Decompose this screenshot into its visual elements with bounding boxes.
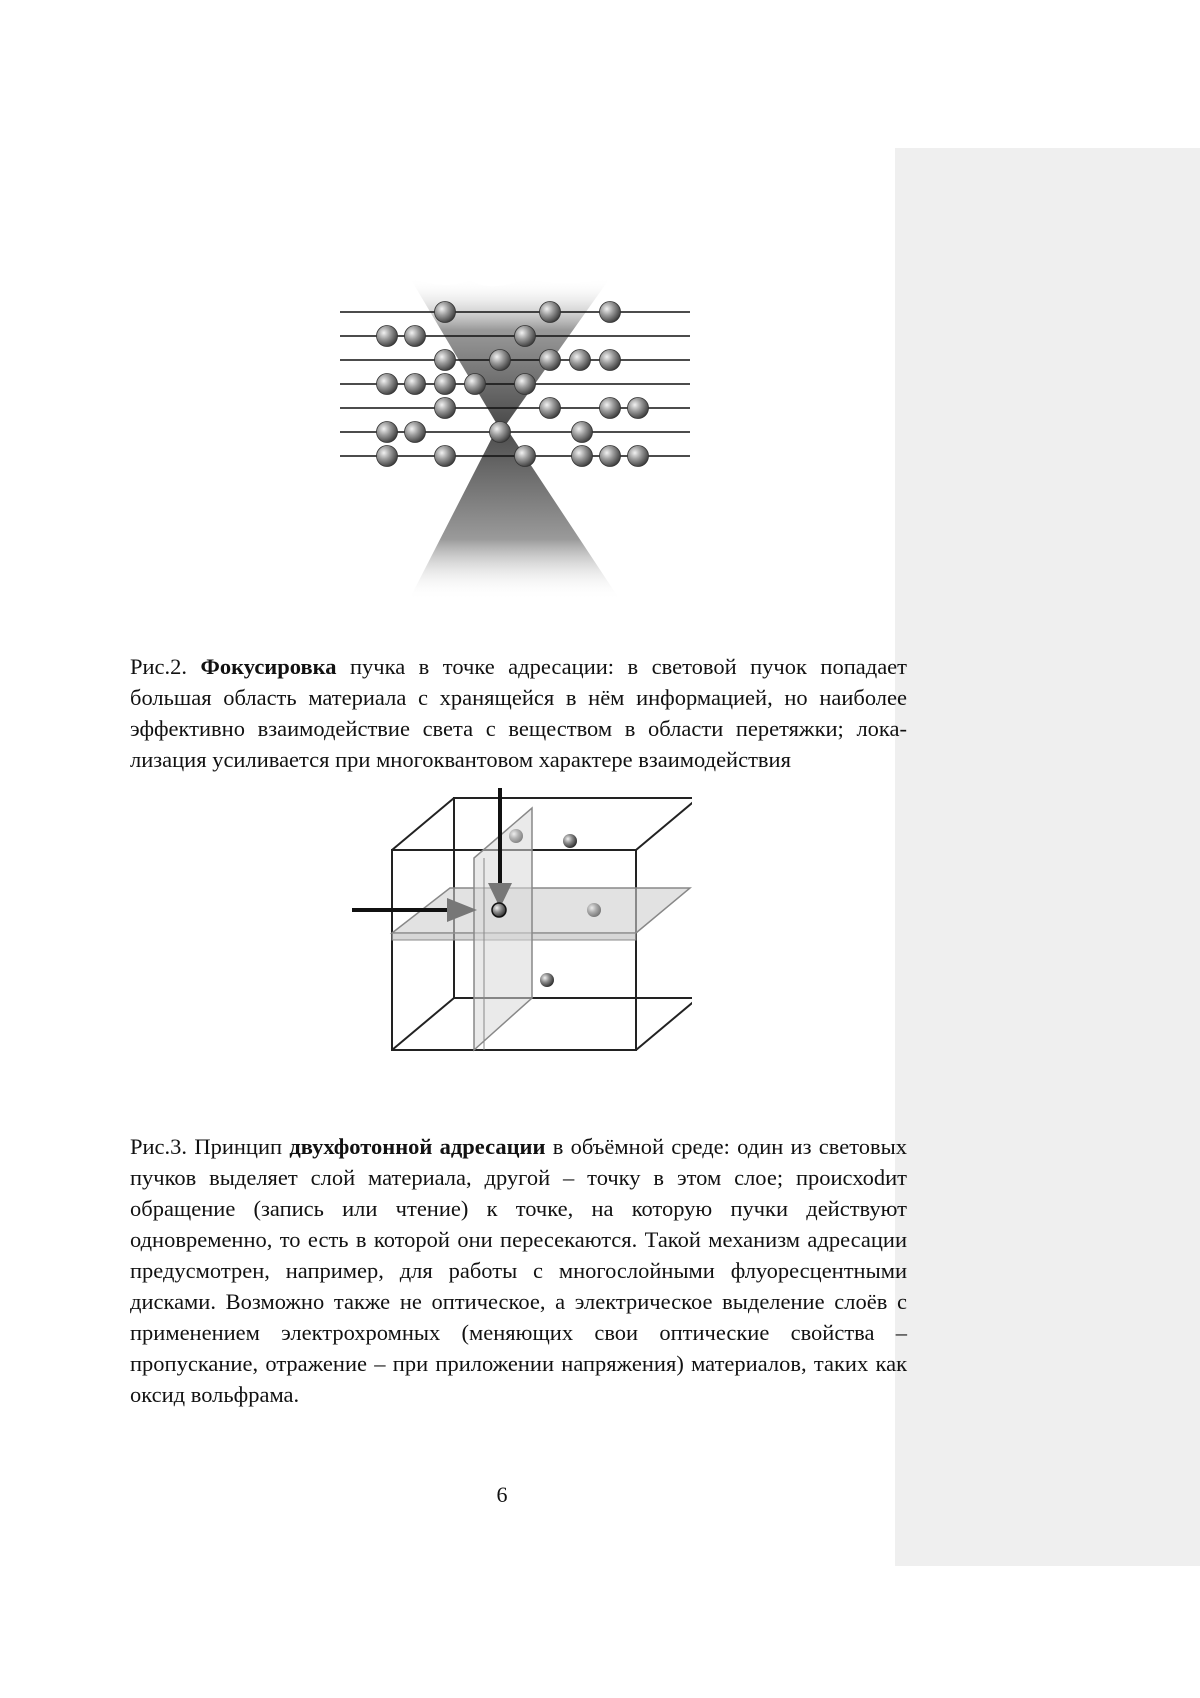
addressed-point <box>492 903 506 917</box>
data-point <box>405 374 426 395</box>
page-number: 6 <box>496 1482 508 1507</box>
data-point <box>600 446 621 467</box>
data-point <box>435 350 456 371</box>
data-point <box>435 446 456 467</box>
data-point <box>540 302 561 323</box>
data-point <box>600 350 621 371</box>
data-point <box>435 374 456 395</box>
vertical-beam-plane <box>474 808 532 1050</box>
data-point <box>563 834 577 848</box>
data-point <box>465 374 486 395</box>
figure-2-caption-prefix: Рис.2. <box>130 653 201 679</box>
data-point <box>515 326 536 347</box>
data-point <box>377 374 398 395</box>
two-photon-addressing-figure <box>352 788 692 1070</box>
focused-beam-figure <box>320 278 710 608</box>
data-point <box>435 302 456 323</box>
data-point <box>540 350 561 371</box>
comment-margin-panel <box>895 148 1200 1566</box>
data-point <box>587 903 601 917</box>
data-point <box>509 829 523 843</box>
figure-3-caption <box>130 1131 907 1410</box>
data-point <box>490 422 511 443</box>
data-point <box>540 973 554 987</box>
figure-2-caption <box>130 651 907 775</box>
data-point <box>405 422 426 443</box>
data-point <box>570 350 591 371</box>
data-point <box>600 302 621 323</box>
data-point <box>572 446 593 467</box>
figure-3-caption-bold: двухфотонной адресации <box>289 1133 546 1159</box>
data-point <box>628 398 649 419</box>
figure-2-caption-text: пучка в точке адресации: в световой пучок попадает большая область материала с хранящейся в нём информацией, но наиболее эффективно взаимодействие света с веществом в области перетяжки; локализация усиливается при многоквантовом характере взаимодействия <box>130 653 907 772</box>
data-point <box>515 374 536 395</box>
figure-2-caption-bold: Фокусировка <box>200 653 337 679</box>
figure-3-caption-text: в объёмной среде: один из световых пучков выделяет слой материала, другой – точку в этом слое; происхоdит обращение (запись или чтение) к точке, на которую пучки действуют одновременно, то есть в которой они пересекаются. Такой механизм адресации предусмотрен, например, для работы с многослойными флуоресцентными дисками. Возможно также не оптическое, а электрическое выделение слоёв с применением электрохромных (меняющих свои оптические свойства – пропускание, отражение – при приложении напряжения) материалов, таких как оксид вольфрама. <box>130 1133 908 1407</box>
data-point <box>490 350 511 371</box>
data-point <box>377 446 398 467</box>
data-point <box>377 422 398 443</box>
data-point <box>405 326 426 347</box>
data-point <box>377 326 398 347</box>
data-point <box>600 398 621 419</box>
data-point <box>572 422 593 443</box>
data-point <box>628 446 649 467</box>
figure-3-caption-prefix: Рис.3. Принцип <box>130 1133 290 1159</box>
data-point <box>435 398 456 419</box>
data-point <box>540 398 561 419</box>
data-point <box>515 446 536 467</box>
